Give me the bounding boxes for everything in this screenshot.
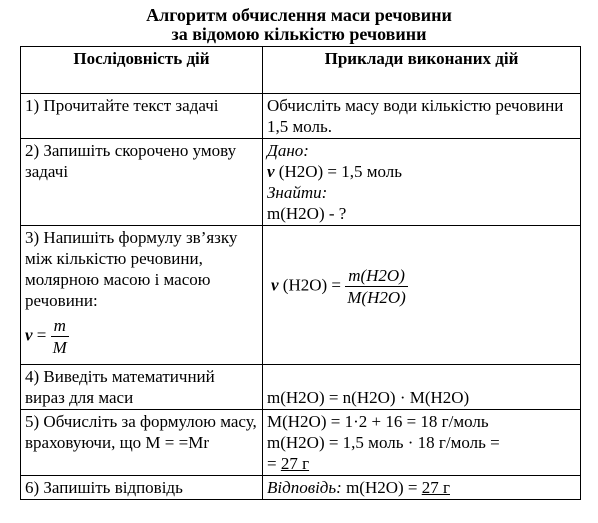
step-text: 3) Напишіть формулу зв’язку між кількістю речовини, молярною масою і масою речовини: — [25, 228, 238, 310]
table-row — [21, 226, 581, 365]
formula-denominator: M — [52, 338, 67, 357]
title-line-2: за відомою кількістю речовини — [171, 24, 427, 44]
find-value: m(H2O) - ? — [267, 204, 347, 223]
calc-prefix: = — [267, 454, 281, 473]
step-cell: 5) Обчисліть за формулою масу, враховуючи, що М = =Mr — [21, 410, 263, 476]
step-cell: 6) Запишіть відповідь — [21, 476, 263, 500]
step-cell: 1) Прочитайте текст задачі — [21, 94, 263, 139]
given-label: Дано: — [267, 141, 309, 160]
example-cell — [263, 139, 581, 226]
algorithm-table — [20, 46, 581, 500]
formula-numerator: m — [53, 316, 66, 335]
title-line-1: Алгоритм обчислення маси речовини — [146, 5, 452, 25]
nu-symbol: ν — [271, 274, 279, 294]
nu-symbol: ν — [25, 325, 33, 345]
header-steps: Послідовність дій — [21, 47, 263, 94]
example-numerator: m(H2O) — [348, 265, 405, 285]
header-examples: Приклади виконаних дій — [263, 47, 581, 94]
calc-result: 27 г — [280, 454, 310, 473]
table-header-row — [21, 47, 581, 94]
example-fraction — [345, 265, 408, 308]
given-value — [267, 161, 576, 182]
formula-fraction — [51, 315, 69, 358]
table-row — [21, 365, 581, 410]
mass-expression: m(H2O) = n(H2O) · M(H2O) — [267, 388, 470, 407]
answer-value: 27 г — [421, 478, 450, 497]
example-lhs: (H2O) = — [278, 274, 346, 294]
answer-label: Відповідь: — [267, 478, 342, 497]
general-formula — [25, 315, 258, 358]
step-cell — [21, 226, 263, 365]
table-row — [21, 94, 581, 139]
nu-symbol: ν — [267, 162, 275, 181]
example-cell — [263, 226, 581, 365]
table-row — [21, 410, 581, 476]
example-cell: Обчисліть масу води кількістю речовини 1,5 моль. — [263, 94, 581, 139]
calc-line-1: M(H2O) = 1·2 + 16 = 18 г/моль — [267, 412, 489, 431]
answer-expression: m(H2O) = — [341, 478, 422, 497]
step-cell: 4) Виведіть математичний вираз для маси — [21, 365, 263, 410]
example-formula — [267, 265, 576, 326]
example-cell — [263, 476, 581, 500]
example-denominator: M(H2O) — [347, 287, 406, 307]
table-row — [21, 476, 581, 500]
table-row — [21, 139, 581, 226]
calc-line-2: m(H2O) = 1,5 моль · 18 г/моль = — [267, 433, 500, 452]
example-cell — [263, 410, 581, 476]
document-title — [0, 6, 598, 44]
example-cell — [263, 365, 581, 410]
calc-line-3 — [267, 453, 576, 474]
step-cell: 2) Запишіть скорочено умову задачі — [21, 139, 263, 226]
given-rest: (H2O) = 1,5 моль — [274, 162, 403, 181]
find-label: Знайти: — [267, 183, 328, 202]
formula-equals: = — [32, 325, 51, 345]
